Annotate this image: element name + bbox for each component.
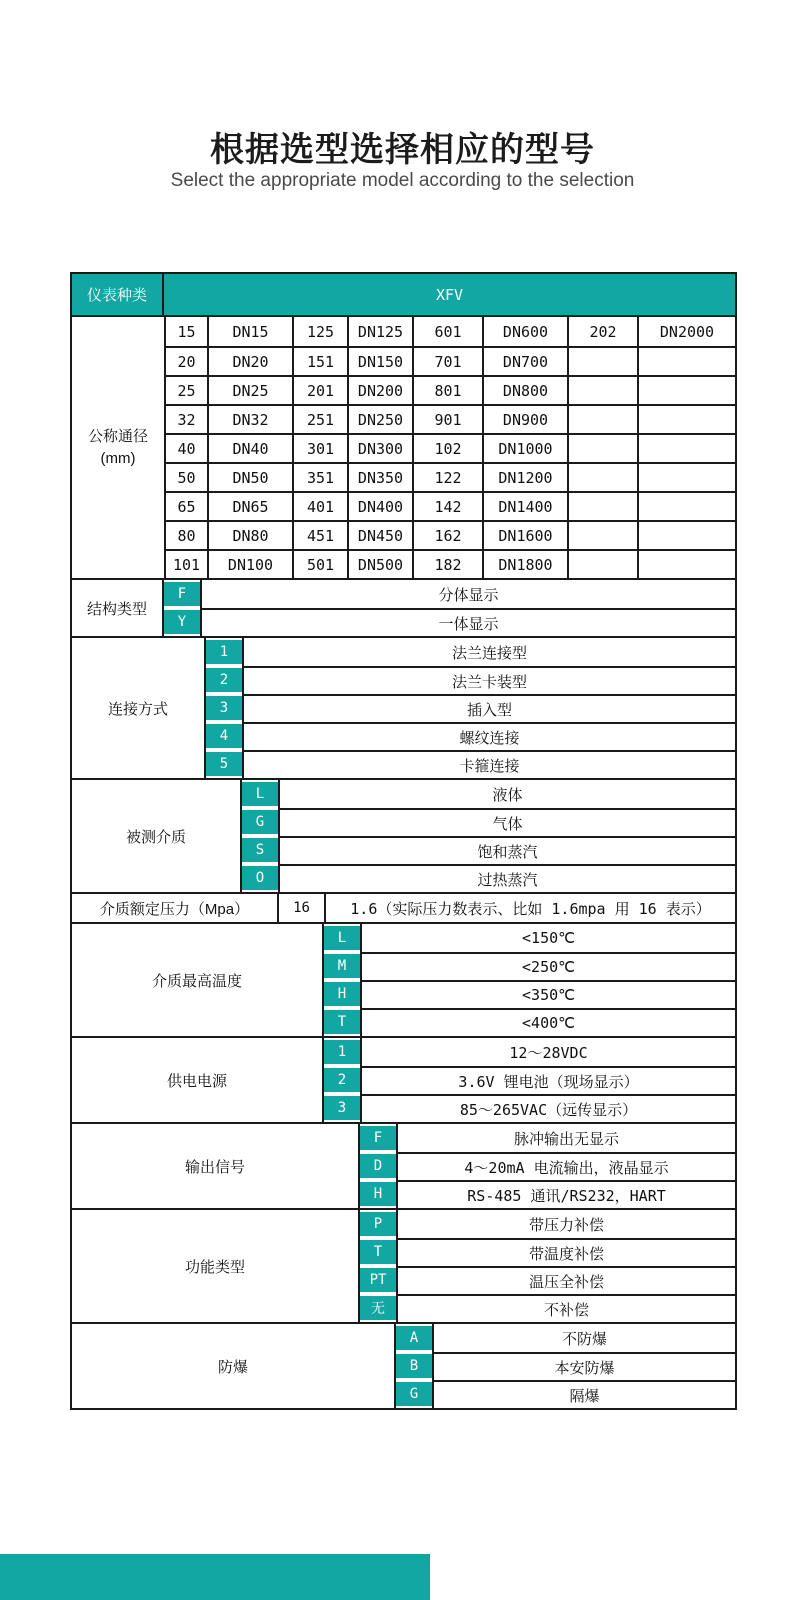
page-subtitle: Select the appropriate model according to the selection — [170, 170, 635, 191]
diameter-cell: 202 — [567, 317, 637, 346]
option-row — [206, 666, 735, 694]
diameter-cell: DN1000 — [482, 433, 567, 462]
option-sections — [72, 578, 735, 1408]
option-desc: 12～28VDC — [360, 1038, 735, 1066]
option-key: PT — [360, 1268, 396, 1292]
diameter-cell — [567, 549, 637, 578]
option-key: L — [242, 782, 278, 806]
option-desc: 85～265VAC（远传显示） — [360, 1094, 735, 1122]
option-key: F — [164, 582, 200, 606]
diameter-cell: 151 — [292, 346, 347, 375]
diameter-cell: DN1400 — [482, 491, 567, 520]
diameter-cell: 50 — [164, 462, 207, 491]
option-row — [242, 808, 735, 836]
section-body — [279, 894, 735, 922]
option-row — [206, 694, 735, 722]
section-body — [360, 1124, 735, 1208]
section-connection-type — [72, 636, 735, 778]
option-key: 2 — [206, 668, 242, 692]
section-rated-pressure — [72, 892, 735, 922]
option-desc: 不防爆 — [432, 1324, 735, 1352]
diameter-cell — [637, 462, 735, 491]
section-body — [324, 924, 735, 1036]
diameter-cell: DN600 — [482, 317, 567, 346]
option-row — [242, 780, 735, 808]
section-body — [324, 1038, 735, 1122]
section-label: 防爆 — [72, 1324, 396, 1408]
diameter-cell: 182 — [412, 549, 482, 578]
option-row — [324, 924, 735, 952]
diameter-cell: 25 — [164, 375, 207, 404]
diameter-cell: 201 — [292, 375, 347, 404]
diameter-cell — [567, 346, 637, 375]
diameter-cell: 32 — [164, 404, 207, 433]
diameter-cell: DN2000 — [637, 317, 735, 346]
diameter-cell: 401 — [292, 491, 347, 520]
diameter-cell: DN250 — [347, 404, 412, 433]
option-key: H — [360, 1182, 396, 1206]
diameter-cell: 251 — [292, 404, 347, 433]
diameter-label-text: 公称通径 — [87, 427, 148, 445]
option-desc: 本安防爆 — [432, 1352, 735, 1380]
section-body — [242, 780, 735, 892]
section-output-signal — [72, 1122, 735, 1208]
option-desc: 带温度补偿 — [396, 1238, 735, 1266]
option-desc: 不补偿 — [396, 1294, 735, 1322]
option-row — [324, 1008, 735, 1036]
diameter-cell: DN300 — [347, 433, 412, 462]
option-key: B — [396, 1354, 432, 1378]
diameter-cell: 351 — [292, 462, 347, 491]
diameter-cell: DN15 — [207, 317, 292, 346]
section-label: 输出信号 — [72, 1124, 360, 1208]
diameter-cell: 601 — [412, 317, 482, 346]
option-desc: 插入型 — [242, 694, 735, 722]
option-row — [396, 1352, 735, 1380]
option-row — [360, 1294, 735, 1322]
option-desc: <400℃ — [360, 1008, 735, 1036]
option-row — [396, 1380, 735, 1408]
diameter-cell: DN1800 — [482, 549, 567, 578]
section-label: 结构类型 — [72, 580, 164, 636]
diameter-cell: 701 — [412, 346, 482, 375]
diameter-cell: 65 — [164, 491, 207, 520]
option-desc: 分体显示 — [200, 580, 735, 608]
diameter-cell: DN700 — [482, 346, 567, 375]
option-key: 1 — [206, 640, 242, 664]
diameter-cell: DN400 — [347, 491, 412, 520]
option-key: F — [360, 1126, 396, 1150]
option-desc: 液体 — [278, 780, 735, 808]
diameter-grid — [72, 317, 735, 578]
option-desc: RS-485 通讯/RS232，HART — [396, 1180, 735, 1208]
section-structure-type — [72, 578, 735, 636]
option-key: P — [360, 1212, 396, 1236]
diameter-cell: DN500 — [347, 549, 412, 578]
option-row — [324, 952, 735, 980]
diameter-cell: 122 — [412, 462, 482, 491]
option-desc: 3.6V 锂电池（现场显示） — [360, 1066, 735, 1094]
diameter-cell: 125 — [292, 317, 347, 346]
instrument-type-label: 仪表种类 — [72, 274, 164, 315]
section-label: 介质额定压力（Mpa） — [72, 894, 279, 922]
diameter-cell: 80 — [164, 520, 207, 549]
diameter-cell: DN900 — [482, 404, 567, 433]
option-row — [360, 1238, 735, 1266]
diameter-label — [72, 317, 164, 578]
section-label: 功能类型 — [72, 1210, 360, 1322]
diameter-cell: DN25 — [207, 375, 292, 404]
option-row — [206, 638, 735, 666]
option-key: T — [324, 1010, 360, 1034]
section-max-temperature — [72, 922, 735, 1036]
diameter-cell — [637, 375, 735, 404]
option-desc: <350℃ — [360, 980, 735, 1008]
option-row — [324, 1038, 735, 1066]
diameter-cell — [637, 549, 735, 578]
option-key: 无 — [360, 1296, 396, 1320]
option-row — [360, 1266, 735, 1294]
option-desc: <250℃ — [360, 952, 735, 980]
option-key: 3 — [206, 696, 242, 720]
option-key: 3 — [324, 1096, 360, 1120]
section-label: 介质最高温度 — [72, 924, 324, 1036]
diameter-cell — [567, 433, 637, 462]
option-desc: 过热蒸汽 — [278, 864, 735, 892]
option-desc: 气体 — [278, 808, 735, 836]
section-measured-medium — [72, 778, 735, 892]
diameter-cell — [637, 491, 735, 520]
diameter-cell: 801 — [412, 375, 482, 404]
option-row — [242, 864, 735, 892]
option-row — [324, 980, 735, 1008]
diameter-cell: 451 — [292, 520, 347, 549]
option-key: O — [242, 866, 278, 890]
diameter-cell — [567, 404, 637, 433]
diameter-cell: 15 — [164, 317, 207, 346]
option-key: 2 — [324, 1068, 360, 1092]
option-row — [360, 1210, 735, 1238]
option-key: 5 — [206, 752, 242, 776]
diameter-cell: DN125 — [347, 317, 412, 346]
option-row — [279, 894, 735, 922]
diameter-cell: DN65 — [207, 491, 292, 520]
option-desc: 饱和蒸汽 — [278, 836, 735, 864]
option-key: S — [242, 838, 278, 862]
diameter-cell: 40 — [164, 433, 207, 462]
header-row — [72, 274, 735, 317]
diameter-cell — [637, 520, 735, 549]
diameter-cell: DN40 — [207, 433, 292, 462]
option-key: H — [324, 982, 360, 1006]
option-key: T — [360, 1240, 396, 1264]
diameter-cell: 20 — [164, 346, 207, 375]
diameter-cell — [567, 375, 637, 404]
diameter-cell: 301 — [292, 433, 347, 462]
section-body — [360, 1210, 735, 1322]
diameter-cell: DN80 — [207, 520, 292, 549]
option-key: 16 — [279, 894, 324, 922]
footer-accent-bar — [0, 1554, 430, 1600]
option-row — [324, 1066, 735, 1094]
diameter-cell: DN800 — [482, 375, 567, 404]
section-label: 连接方式 — [72, 638, 206, 778]
diameter-cell: DN350 — [347, 462, 412, 491]
diameter-unit-text: (mm) — [100, 449, 136, 467]
option-row — [360, 1124, 735, 1152]
option-row — [206, 722, 735, 750]
section-body — [396, 1324, 735, 1408]
option-desc: 法兰连接型 — [242, 638, 735, 666]
diameter-cell: DN50 — [207, 462, 292, 491]
model-selection-table — [70, 272, 737, 1410]
option-key: M — [324, 954, 360, 978]
option-desc: 一体显示 — [200, 608, 735, 636]
diameter-cell: DN20 — [207, 346, 292, 375]
section-label: 被测介质 — [72, 780, 242, 892]
option-row — [360, 1180, 735, 1208]
option-desc: 脉冲输出无显示 — [396, 1124, 735, 1152]
option-key: 4 — [206, 724, 242, 748]
option-desc: 卡箍连接 — [242, 750, 735, 778]
diameter-cell: DN200 — [347, 375, 412, 404]
option-key: G — [242, 810, 278, 834]
option-key: 1 — [324, 1040, 360, 1064]
diameter-cell: 501 — [292, 549, 347, 578]
option-key: D — [360, 1154, 396, 1178]
option-row — [164, 580, 735, 608]
page-title: 根据选型选择相应的型号 — [210, 131, 595, 169]
option-key: Y — [164, 610, 200, 634]
section-body — [206, 638, 735, 778]
diameter-cell: 101 — [164, 549, 207, 578]
option-row — [206, 750, 735, 778]
section-explosion-proof — [72, 1322, 735, 1408]
option-desc: <150℃ — [360, 924, 735, 952]
option-row — [396, 1324, 735, 1352]
option-row — [324, 1094, 735, 1122]
diameter-cell: 162 — [412, 520, 482, 549]
diameter-cell — [637, 433, 735, 462]
option-key: A — [396, 1326, 432, 1350]
section-body — [164, 580, 735, 636]
option-row — [242, 836, 735, 864]
option-desc: 带压力补偿 — [396, 1210, 735, 1238]
diameter-cell: 102 — [412, 433, 482, 462]
option-row — [164, 608, 735, 636]
option-key: L — [324, 926, 360, 950]
option-desc: 1.6（实际压力数表示、比如 1.6mpa 用 16 表示） — [324, 894, 735, 922]
option-desc: 温压全补偿 — [396, 1266, 735, 1294]
section-power-supply — [72, 1036, 735, 1122]
diameter-cell — [567, 520, 637, 549]
option-key: G — [396, 1382, 432, 1406]
diameter-cell: DN450 — [347, 520, 412, 549]
diameter-cell: DN1200 — [482, 462, 567, 491]
option-desc: 4～20mA 电流输出，液晶显示 — [396, 1152, 735, 1180]
diameter-cell: DN150 — [347, 346, 412, 375]
section-function-type — [72, 1208, 735, 1322]
diameter-cell — [637, 346, 735, 375]
diameter-cell: 901 — [412, 404, 482, 433]
diameter-cell: DN32 — [207, 404, 292, 433]
diameter-cell — [637, 404, 735, 433]
diameter-cell — [567, 462, 637, 491]
diameter-cell: 142 — [412, 491, 482, 520]
option-desc: 隔爆 — [432, 1380, 735, 1408]
diameter-cell: DN1600 — [482, 520, 567, 549]
section-label: 供电电源 — [72, 1038, 324, 1122]
option-desc: 法兰卡装型 — [242, 666, 735, 694]
option-desc: 螺纹连接 — [242, 722, 735, 750]
instrument-model-value: XFV — [435, 285, 464, 304]
diameter-cell: DN100 — [207, 549, 292, 578]
diameter-cell — [567, 491, 637, 520]
option-row — [360, 1152, 735, 1180]
